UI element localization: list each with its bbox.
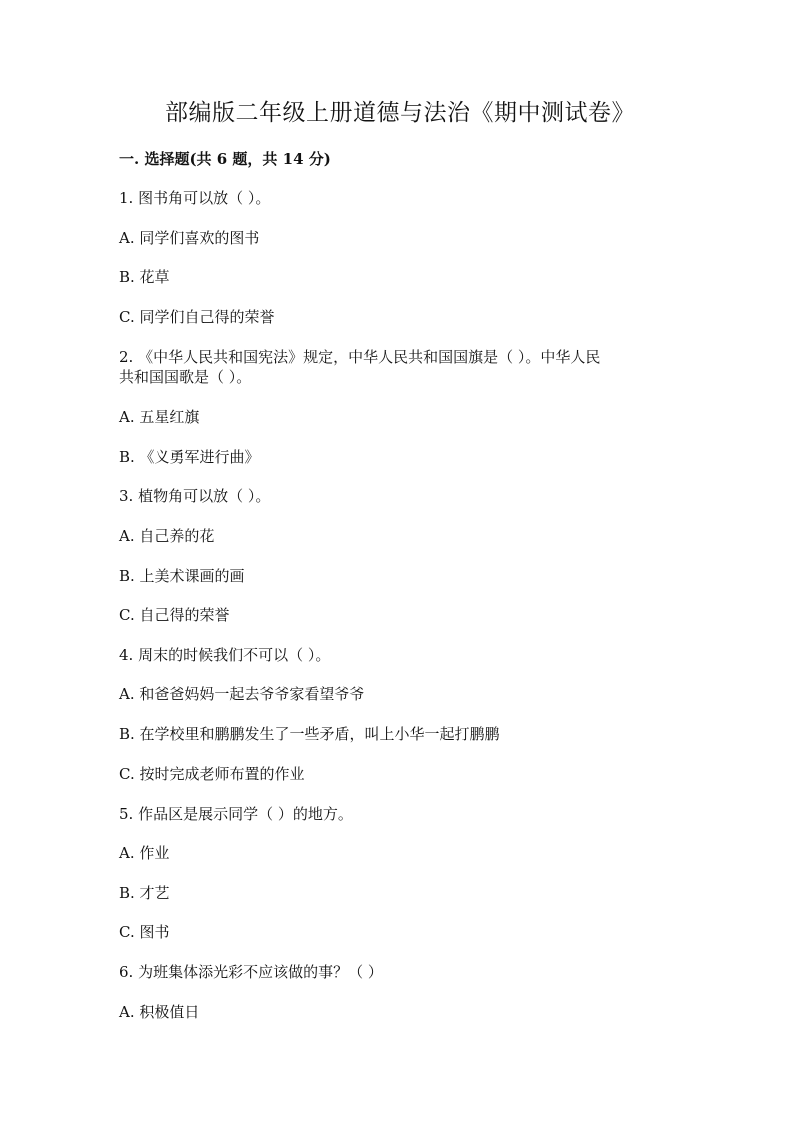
- section-heading: 一. 选择题(共 6 题，共 14 分): [119, 150, 331, 168]
- question-2-option-b[interactable]: B. 《义勇军进行曲》: [119, 448, 260, 466]
- question-1-option-b[interactable]: B. 花草: [119, 268, 170, 286]
- question-2-stem-line1: 2. 《中华人民共和国宪法》规定，中华人民共和国国旗是（ ）。中华人民: [119, 348, 601, 366]
- question-4-option-b[interactable]: B. 在学校里和鹏鹏发生了一些矛盾，叫上小华一起打鹏鹏: [119, 725, 500, 743]
- question-2-stem-line2: 共和国国歌是（ ）。: [119, 368, 252, 386]
- question-6-option-a[interactable]: A. 积极值日: [119, 1003, 200, 1021]
- page-title: 部编版二年级上册道德与法治《期中测试卷》: [165, 100, 635, 126]
- question-6-stem: 6. 为班集体添光彩不应该做的事？（ ）: [119, 963, 383, 981]
- question-4-option-a[interactable]: A. 和爸爸妈妈一起去爷爷家看望爷爷: [119, 685, 365, 703]
- question-5-stem: 5. 作品区是展示同学（ ）的地方。: [119, 805, 353, 823]
- question-4-option-c[interactable]: C. 按时完成老师布置的作业: [119, 765, 305, 783]
- question-3-option-c[interactable]: C. 自己得的荣誉: [119, 606, 230, 624]
- question-5-option-a[interactable]: A. 作业: [119, 844, 170, 862]
- question-1-option-c[interactable]: C. 同学们自己得的荣誉: [119, 308, 275, 326]
- question-1-option-a[interactable]: A. 同学们喜欢的图书: [119, 229, 260, 247]
- question-3-option-b[interactable]: B. 上美术课画的画: [119, 567, 245, 585]
- question-2-option-a[interactable]: A. 五星红旗: [119, 408, 200, 426]
- question-5-option-b[interactable]: B. 才艺: [119, 884, 170, 902]
- question-4-stem: 4. 周末的时候我们不可以（ ）。: [119, 646, 331, 664]
- question-1-stem: 1. 图书角可以放（ ）。: [119, 189, 271, 207]
- question-3-stem: 3. 植物角可以放（ ）。: [119, 487, 271, 505]
- question-3-option-a[interactable]: A. 自己养的花: [119, 527, 215, 545]
- question-5-option-c[interactable]: C. 图书: [119, 923, 170, 941]
